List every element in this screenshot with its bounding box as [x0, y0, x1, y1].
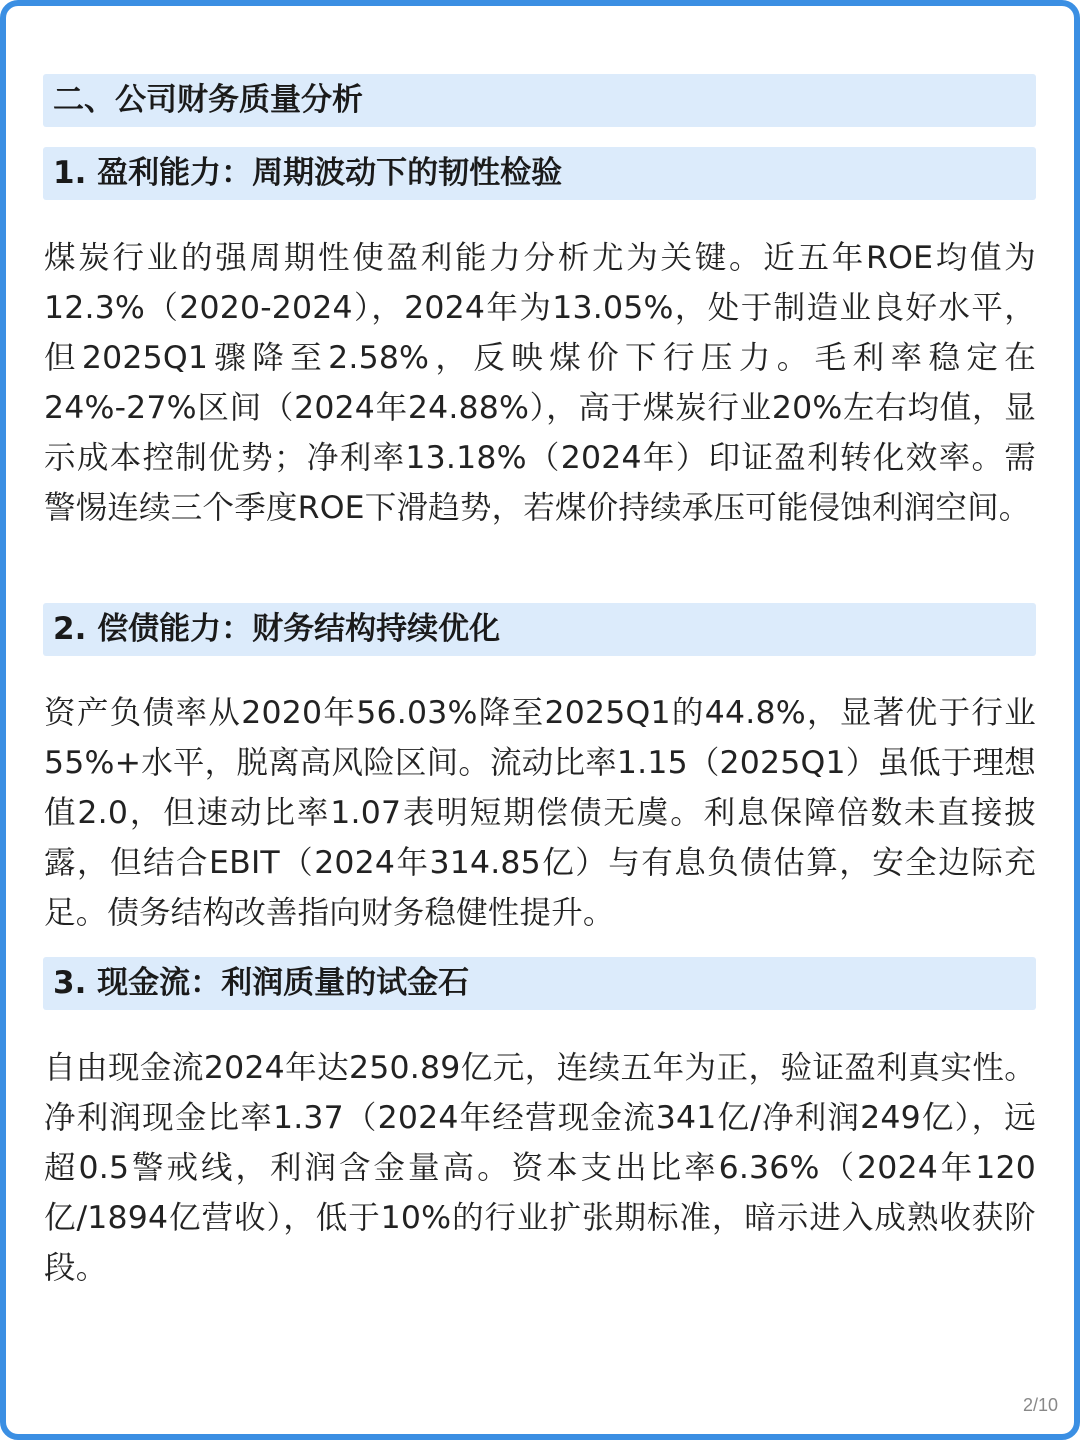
section-body-solvency: 资产负债率从2020年56.03%降至2025Q1的44.8%，显著优于行业55%+水平，脱离高风险区间。流动比率1.15（2025Q1）虽低于理想值2.0，但速动比率1.07表明短期偿债无虞。利息保障倍数未直接披露，但结合EBIT（2024年314.85亿）与有息负债估算，安全边际充足。债务结构改善指向财务稳健性提升。: [44, 695, 1036, 931]
section-body-cashflow: 自由现金流2024年达250.89亿元，连续五年为正，验证盈利真实性。净利润现金比率1.37（2024年经营现金流341亿/净利润249亿），远超0.5警戒线，利润含金量高。资本支出比率6.36%（2024年120亿/1894亿营收），低于10%的行业扩张期标准，暗示进入成熟收获阶段。: [44, 1050, 1036, 1286]
section-title-profitability: 1. 盈利能力：周期波动下的韧性检验: [43, 147, 1036, 200]
section-title-cashflow: 3. 现金流：利润质量的试金石: [43, 957, 1036, 1010]
page-heading: 二、公司财务质量分析: [43, 74, 1036, 127]
section-title-solvency: 2. 偿债能力：财务结构持续优化: [43, 603, 1036, 656]
section-body-profitability: 煤炭行业的强周期性使盈利能力分析尤为关键。近五年ROE均值为12.3%（2020-2024），2024年为13.05%，处于制造业良好水平，但2025Q1骤降至2.58%，反映煤价下行压力。毛利率稳定在24%-27%区间（2024年24.88%），高于煤炭行业20%左右均值，显示成本控制优势；净利率13.18%（2024年）印证盈利转化效率。需警惕连续三个季度ROE下滑趋势，若煤价持续承压可能侵蚀利润空间。: [44, 240, 1036, 526]
page-indicator: 2/10: [1022, 1395, 1058, 1415]
